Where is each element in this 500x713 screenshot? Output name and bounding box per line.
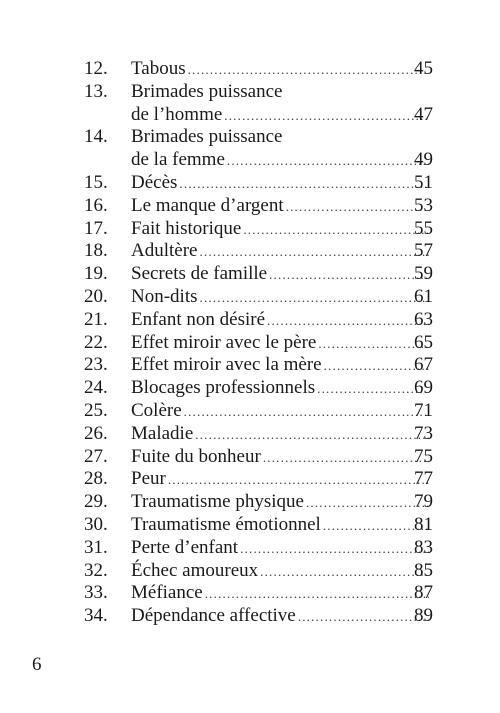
- toc-entry-page: 73: [414, 422, 433, 444]
- toc-entry-page: 51: [414, 171, 433, 193]
- toc-entry-title: Peur: [131, 468, 166, 490]
- toc-entry-number: 28.: [84, 468, 108, 490]
- toc-entry-number: 29.: [84, 491, 108, 513]
- toc-entry-number: 32.: [84, 559, 108, 581]
- toc-entry-number: 17.: [84, 217, 108, 239]
- toc-entry-title: Traumatisme physique: [131, 491, 304, 513]
- toc-entry-number: 16.: [84, 194, 108, 216]
- toc-entry-number: 19.: [84, 263, 108, 285]
- toc-entry: [0, 81, 500, 127]
- toc-entry-page: 75: [414, 445, 433, 467]
- toc-entry-page: 71: [414, 399, 433, 421]
- toc-entry: [0, 218, 500, 241]
- toc-entry: [0, 58, 500, 81]
- toc-entry: [0, 195, 500, 218]
- toc-entry-title: Tabous: [131, 58, 186, 79]
- toc-entry: [0, 332, 500, 355]
- toc-entry: [0, 377, 500, 400]
- toc-entry-title: Fait historique: [131, 217, 242, 239]
- toc-entry-title: Enfant non désiré: [131, 308, 266, 330]
- toc-entry-number: 26.: [84, 422, 108, 444]
- toc-entry-page: 57: [414, 240, 433, 262]
- toc-entry: [0, 354, 500, 377]
- toc-entry-number: 31.: [84, 536, 108, 558]
- toc-entry-page: 69: [414, 377, 433, 399]
- toc-entry-title: Méfiance: [131, 582, 203, 604]
- toc-entry-title: Échec amoureux: [131, 559, 259, 581]
- dot-leader: [179, 173, 429, 196]
- toc-entry: [0, 468, 500, 491]
- toc-entry-number: 21.: [84, 308, 108, 330]
- toc-entry-title: Dépendance affective: [131, 605, 296, 627]
- toc-entry-number: 15.: [84, 171, 108, 193]
- toc-entry-title: de la femme: [131, 149, 225, 171]
- toc-entry-title: Perte d’enfant: [131, 536, 239, 558]
- toc-entry: [0, 446, 500, 469]
- toc-entry-number: 34.: [84, 605, 108, 627]
- toc-entry-page: 59: [414, 263, 433, 285]
- toc-entry: [0, 400, 500, 423]
- toc-entry-page: 45: [414, 58, 433, 79]
- toc-entry-page: 55: [414, 217, 433, 239]
- toc-entry-page: 87: [414, 582, 433, 604]
- toc-entry-page: 81: [414, 513, 433, 535]
- toc-entry-number: 24.: [84, 377, 108, 399]
- toc-entry-page: 53: [414, 194, 433, 216]
- toc-entry-title: Maladie: [131, 422, 194, 444]
- toc-entry-page: 47: [414, 103, 433, 125]
- toc-entry: [0, 240, 500, 263]
- toc-entry: [0, 309, 500, 332]
- toc-entry: [0, 605, 500, 628]
- toc-entry: [0, 263, 500, 286]
- toc-entry-title: Le manque d’argent: [131, 194, 284, 216]
- toc-entry: [0, 286, 500, 309]
- toc-entry-number: 18.: [84, 240, 108, 262]
- toc-entry-page: 77: [414, 468, 433, 490]
- toc-entry-number: 33.: [84, 582, 108, 604]
- toc-entry: [0, 514, 500, 537]
- toc-entry-page: 83: [414, 536, 433, 558]
- toc-entry-title: Secrets de famille: [131, 263, 268, 285]
- toc-entry-number: 20.: [84, 285, 108, 307]
- toc-entry-title: Traumatisme émotionnel: [131, 513, 321, 535]
- toc-entry-page: 67: [414, 354, 433, 376]
- toc-entry: [0, 560, 500, 583]
- toc-entry-title: Non-dits: [131, 285, 198, 307]
- toc-entry-page: 85: [414, 559, 433, 581]
- page-number: 6: [32, 654, 42, 675]
- toc-entry-page: 89: [414, 605, 433, 627]
- toc-entry-number: 25.: [84, 399, 108, 421]
- table-of-contents: [0, 58, 500, 628]
- toc-entry-title: Brimades puissance: [131, 126, 283, 148]
- toc-entry: [0, 582, 500, 605]
- toc-entry: [0, 172, 500, 195]
- toc-entry: [0, 126, 500, 172]
- toc-entry-number: 12.: [84, 58, 108, 79]
- toc-entry: [0, 491, 500, 514]
- toc-entry-title: de l’homme: [131, 103, 223, 125]
- toc-entry: [0, 423, 500, 446]
- toc-entry-title: Décès: [131, 171, 178, 193]
- toc-entry-page: 49: [414, 149, 433, 171]
- toc-entry-title: Brimades puissance: [131, 80, 283, 102]
- toc-entry-page: 79: [414, 491, 433, 513]
- toc-entry-title: Adultère: [131, 240, 198, 262]
- dot-leader: [168, 469, 429, 492]
- toc-entry-title: Colère: [131, 399, 182, 421]
- toc-entry-number: 23.: [84, 354, 108, 376]
- toc-entry-title: Effet miroir avec la mère: [131, 354, 322, 376]
- toc-entry-page: 61: [414, 285, 433, 307]
- toc-entry-title: Fuite du bonheur: [131, 445, 261, 467]
- toc-entry-page: 65: [414, 331, 433, 353]
- toc-entry: [0, 537, 500, 560]
- toc-entry-number: 22.: [84, 331, 108, 353]
- toc-entry-number: 27.: [84, 445, 108, 467]
- toc-entry-title: Blocages professionnels: [131, 377, 316, 399]
- toc-entry-title: Effet miroir avec le père: [131, 331, 317, 353]
- toc-entry-number: 14.: [84, 126, 108, 148]
- toc-entry-page: 63: [414, 308, 433, 330]
- toc-entry-number: 13.: [84, 80, 108, 102]
- toc-entry-number: 30.: [84, 513, 108, 535]
